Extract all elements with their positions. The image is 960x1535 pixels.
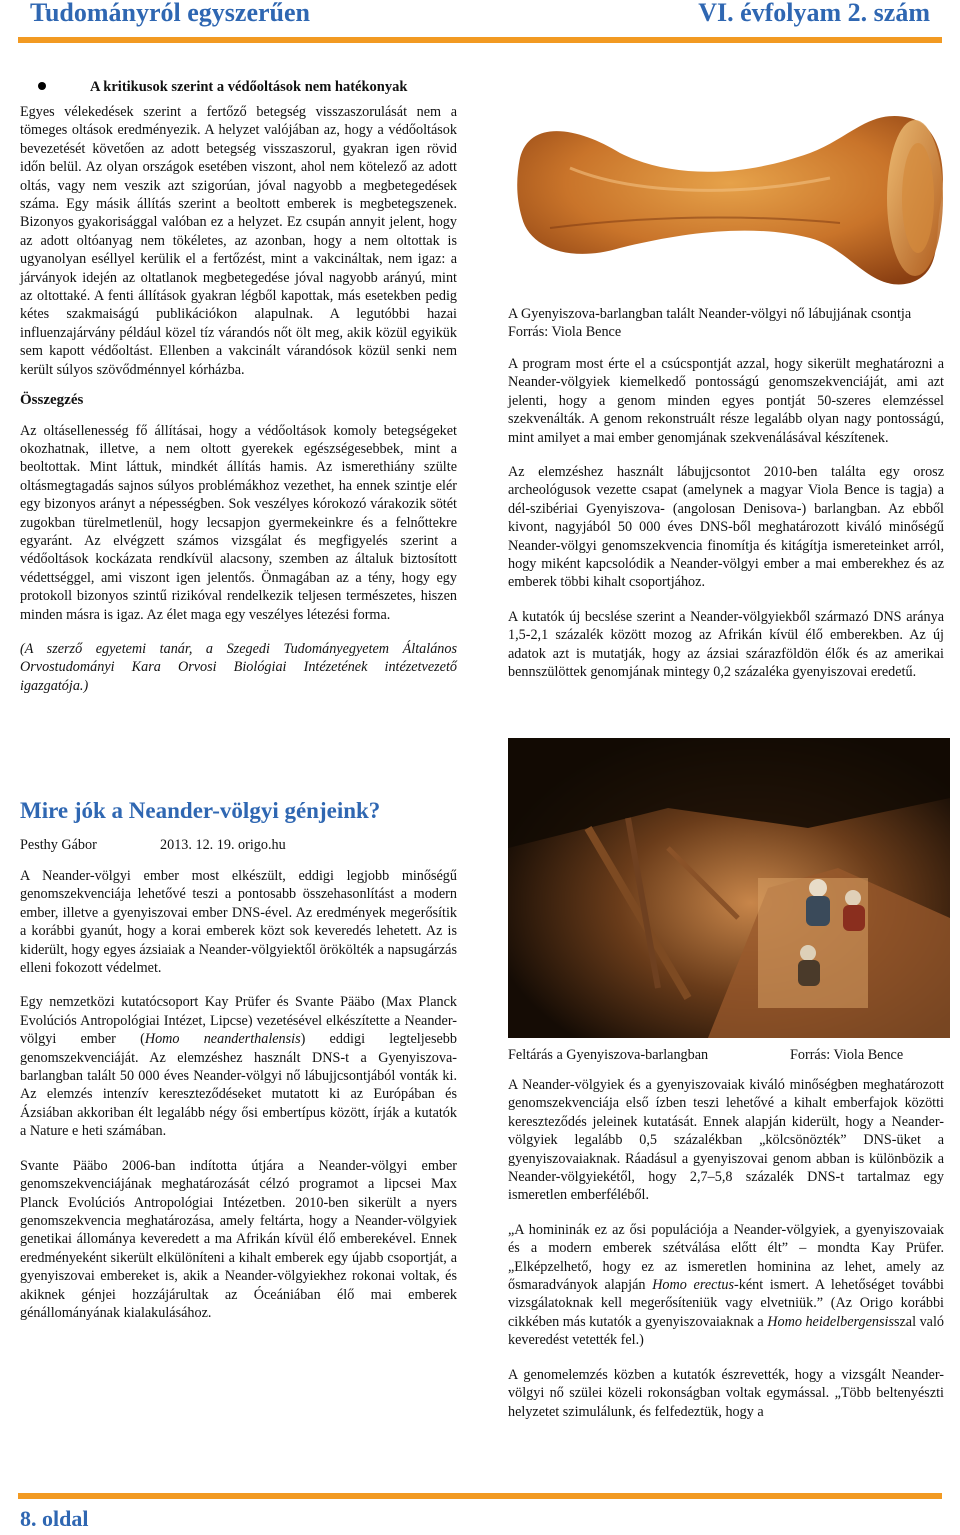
footer-rule bbox=[18, 1493, 942, 1499]
excavation-photo bbox=[508, 738, 950, 1038]
species-name: Homo erectus bbox=[652, 1277, 735, 1294]
right-column-top bbox=[508, 355, 944, 694]
paragraph: A Neander-völgyiek és a gyenyiszovaiak kiváló minőségben meghatározott genomszekvenciája első ízben teszi lehetővé a kihalt emberfajok közötti kereszteződés jeleinek kutatását. Ennek alapján kiderült, hogy a Neander-völgyiek legalább 0,5 százalékban „kölcsönözték” DNS-üket a gyenyiszovaiaknak. Ráadásul a gyenyiszovai genom abban is különbözik a Neander-völgyiekétől, hogy 2,7–5,8 százalék DNS-t tartalmaz egy ismeretlen emberféléből. bbox=[508, 1077, 944, 1204]
header-rule bbox=[18, 37, 942, 43]
left-column-article bbox=[20, 867, 457, 1334]
paragraph: Egyes vélekedések szerint a fertőző betegség visszaszorulását nem a tömeges oltások eredményezik. A helyzet valójában az, hogy a védőoltások bevezetését követően az adott betegség visszaszorul, gyakran igen rövid időn belül. Az olyan országok esetében viszont, ahol nem kötelező az adott oltás, vagy nem veszik azt szigorúan, jóval nagyobb a megbetegedések száma. Egy másik állítás szerint a beoltott emberek is megbetegszenek. Bizonyos gyakorisággal valóban ez a helyzet. Ez csupán annyit jelent, hogy az adott oltóanyag nem tökéletes, az azonban, hogy a nem oltottak is ugyanolyan eséllyel kerülik el a fertőzést, mint a vakcináltak, nem igaz: a járványok idején az oltatlanok megbetegedése jóval nagyobb arányú, mint az oltottaké. A fenti állítások gyakran légből kapottak, más esetekben pedig kétes szakmaiságú publikációkon alapulnak. A legutóbbi hazai influenzajárvány például közel tíz várandós nőt ölt meg, akik közül egyikük sem kapott védőoltást. Ellenben a vakcinált várandósok közül senki nem került súlyos szövődménnyel kórházba. bbox=[20, 104, 457, 378]
article-title: Mire jók a Neander-völgyi génjeink? bbox=[20, 798, 381, 823]
paragraph: Az oltásellenesség fő állításai, hogy a védőoltások komoly betegségeket okozhatnak, illetve, a nem oltott gyerekek egészségesebbek, mint a beoltottak. Mint láttuk, mindkét állítás hamis. Az ismerethiány szülte oltásmegtagadás sajnos súlyos problémákhoz vezethet, ha ennek szintje elér egy bizonyos arányt a népességben. Sok veszélyes kórokozó várakozik sötét zugokban türelmetlenül, hogy lecsapjon gyermekeinkre és a felnőttekre egyaránt. Az elvégzett számos vizsgálat és megfigyelés szerint a védőoltások kockázata rendkívül alacsony, szemben az általuk biztosított védettséggel, ami viszont igen jelentős. Önmagában az a tény, hogy egy protokoll bizonyos szintű rizikóval rendelkezik teljesen természetes, hiszen minden másra is igaz. Az élet maga egy veszélyes létezési forma. bbox=[20, 422, 457, 623]
paragraph: Az elemzéshez használt lábujjcsontot 2010-ben találta egy orosz archeológusok vezette csapat (amelynek a magyar Viola Bence is tagja) a dél-szibériai Gyenyiszova- (angolosan Denisova-) barlangban. Az ebből kivont, nagyjából 50 000 éves DNS-ből meghatározott kiváló minőségű Neander-völgyi genomszekvencia finomítja és kitágítja ismereteinket arról, hogy miként kapcsolódik a Neander-völgyi ember a mai emberekhez és az emberek többi kihalt csoportjához. bbox=[508, 464, 944, 591]
issue-label: VI. évfolyam 2. szám bbox=[698, 0, 930, 27]
section-heading: Összegzés bbox=[20, 392, 84, 409]
paragraph: A program most érte el a csúcspontját azzal, hogy sikerült meghatározni a Neander-völgyiek kiemelkedő pontosságú genomszekvenciáját, ami azt jelenti, hogy a genom minden egyes pontját 50-szeres elemzéssel szekvenálták. A genom rekonstruált része legalább olyan nagy pontosságú, mint amilyet a mai ember genomjának szekvenálásával készítenek. bbox=[508, 356, 944, 446]
bullet-heading-text: A kritikusok szerint a védőoltások nem hatékonyak bbox=[90, 79, 408, 95]
caption-text-left: Feltárás a Gyenyiszova-barlangban bbox=[508, 1047, 709, 1063]
species-name: Homo heidelbergensis bbox=[767, 1313, 894, 1330]
caption-text: A Gyenyiszova-barlangban talált Neander-völgyi nő lábujjának csontja Forrás: Viola Bence bbox=[508, 306, 929, 341]
paragraph: Svante Pääbo 2006-ban indította útjára a Neander-völgyi ember genomszekvenciájának meghatározását célzó programot a lipcsei Max Planck Evolúciós Antropológiai Intézetben. 2010-ben sikerült a nyers genomszekvencia meghatározása, amely feltárta, hogy a Neander-völgyiek genetikai állománya keveredett a ma Afrikán kívül élő emberekével. Ennek eredményeként sikerült elkülöníteni a kihalt emberek egy újabb csoportját, a gyenyiszovai embereket is, akik a Neander-völgyiekhez rokonai voltak, és akiknek génjei hozzájárultak az Óceániában élő mai emberek génállományának kialakulásához. bbox=[20, 1157, 457, 1321]
paragraph-text: „A homininák ez az ősi populációja a Neander-völgyiek, a gyenyiszovaiak és a modern emberek szétválása előtt élt” – mondta Kay Prüfer. „Elképzelhető, hogy ez az ismeretlen hominina az lehet, amely az ősmaradványok alapján bbox=[508, 1221, 944, 1294]
paragraph-text: -ként ismert. A lehetőséget további vizsgálatoknak kell megerősíteniük vagy elvetniük.” (Az Origo korábbi cikkében más kutatók a gyenyiszovaiaknak a bbox=[508, 1277, 945, 1330]
bone-illustration bbox=[510, 98, 950, 298]
toe-bone-photo bbox=[510, 98, 950, 298]
paragraph: A genomelemzés közben a kutatók észrevették, hogy a vizsgált Neander-völgyi nő szülei közeli rokonságban voltak egymással. „Több beltenyészti helyzetet szimulálunk, és felfedeztük, hogy a bbox=[508, 1366, 944, 1420]
paragraph: A Neander-völgyi ember most elkészült, eddigi legjobb minőségű genomszekvenciája lehetővé teszi a pontosabb összehasonlítást a modern ember, illetve a gyenyiszovai ember DNS-ével. Az eredmények megerősítik a korábbi gyanút, hogy a korai emberek közt sok keveredés lehetett. Az is kiderült, hogy egyes ázsiaiak a Neander-völgyiektől örökölték a napsugárzás elleni fokozott védelmet. bbox=[20, 868, 457, 977]
byline bbox=[20, 837, 286, 854]
date-source: 2013. 12. 19. origo.hu bbox=[160, 837, 286, 853]
paragraph-text: ) eddigi legteljesebb genomszekvenciáját. Az elemzéshez használt DNS-t a Gyenyiszova-barlangban talált 50 000 éves Neander-völgyi nő lábujjcsontjából vonták ki. Az elemzés intenzív kereszteződéseket mutatott ki az Európában és Ázsiában akkoriban élt legalább négy ősi embertípus között, írják a kutatók a Nature e heti számában. bbox=[20, 1031, 457, 1140]
cave-illustration bbox=[508, 738, 950, 1038]
author-name: Pesthy Gábor bbox=[20, 837, 97, 853]
journal-title: Tudományról egyszerűen bbox=[30, 0, 310, 27]
paragraph: A kutatók új becslése szerint a Neander-völgyiekből származó DNS aránya 1,5-2,1 százalék között mozog az Afrikán kívül élő emberekben. Az új adatok azt is mutatják, hogy az ázsiai szárazföldön élők és az amerikai bennszülöttek genomjának mintegy 0,2 százaléka gyenyiszovai eredetű. bbox=[508, 608, 944, 681]
bullet-icon bbox=[38, 82, 46, 90]
paragraph bbox=[20, 993, 457, 1140]
caption-text-right: Forrás: Viola Bence bbox=[790, 1047, 904, 1063]
figure-caption bbox=[508, 1046, 944, 1064]
page-number: 8. oldal bbox=[20, 1506, 89, 1531]
paragraph-text: szal való keveredést vetették fel.) bbox=[508, 1313, 945, 1349]
paragraph bbox=[508, 1221, 944, 1350]
author-note: (A szerző egyetemi tanár, a Szegedi Tudományegyetem Általános Orvostudományi Kara Orvosi Biológiai Intézetének intézetvezető igazgatója.) bbox=[20, 640, 457, 694]
figure-caption bbox=[508, 305, 944, 342]
left-column-top bbox=[20, 103, 457, 707]
species-name: Homo neanderthalensis bbox=[144, 1031, 301, 1048]
right-column-bottom bbox=[508, 1076, 944, 1433]
paragraph-text: Egy nemzetközi kutatócsoport Kay Prüfer és Svante Pääbo (Max Planck Evolúciós Antropológiai Intézet, Lipcse) vezetésével elkészítette a Neander-völgyi ember ( bbox=[20, 994, 457, 1048]
